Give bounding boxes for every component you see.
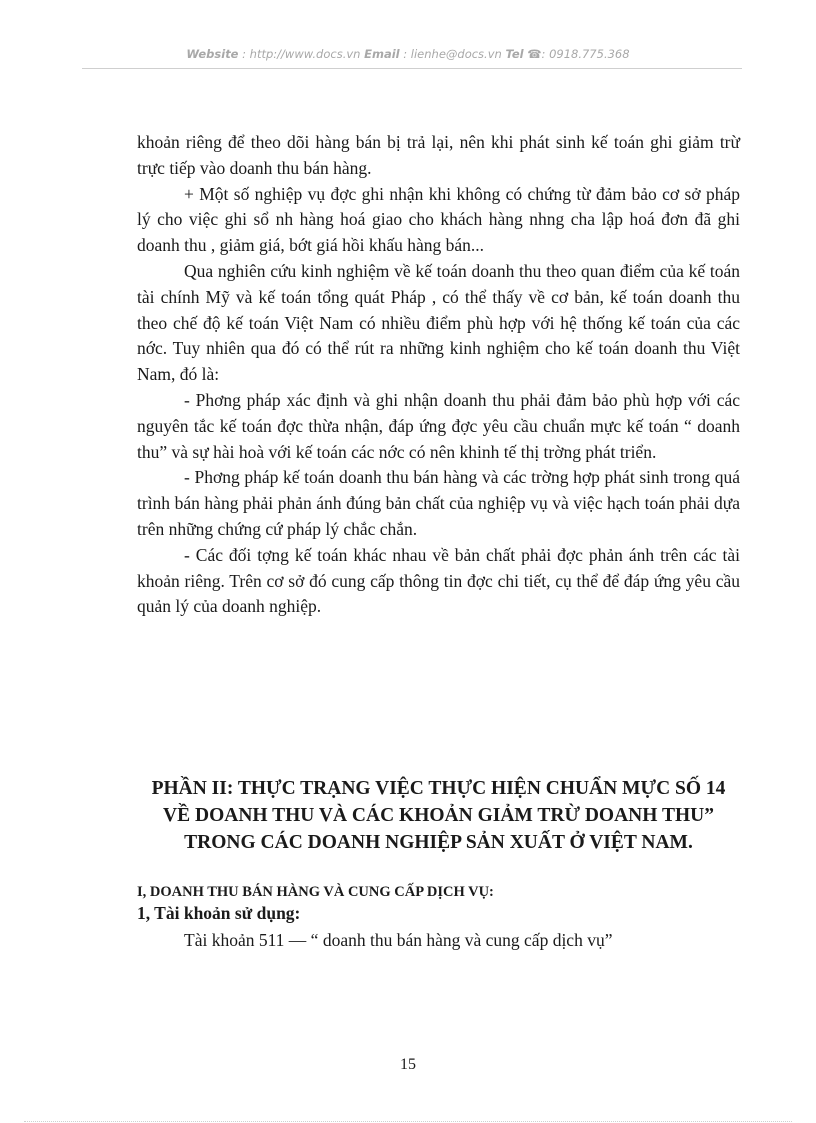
paragraph-3: Qua nghiên cứu kinh nghiệm về kế toán doanh thu theo quan điểm của kế toán tài chính Mỹ và kế toán tổng quát Pháp , có thể thấy về cơ bản, kế toán doanh thu theo chế độ kế toán Việt Nam có nhiều điểm phù hợp với hệ thống kế toán của các nớc. Tuy nhiên qua đó có thể rút ra những kinh nghiệm cho kế toán doanh thu Việt Nam, đó là: [137, 260, 740, 385]
header-email-value: : lienhe@docs.vn [399, 47, 506, 61]
section-title [110, 775, 767, 856]
section-title-line-3: TRONG CÁC DOANH NGHIỆP SẢN XUẤT Ở VIỆT NAM. [184, 832, 693, 853]
body-text [137, 130, 740, 620]
section-title-line-1: PHẦN II: THỰC TRẠNG VIỆC THỰC HIỆN CHUẨN MỰC SỐ 14 [151, 778, 726, 799]
account-line: Tài khoản 511 — “ doanh thu bán hàng và cung cấp dịch vụ” [184, 930, 613, 950]
subheading-2: 1, Tài khoản sử dụng: [137, 903, 301, 923]
page-header [0, 47, 816, 61]
header-email-label: Email [364, 47, 400, 61]
paragraph-4: - Phơng pháp xác định và ghi nhận doanh thu phải đảm bảo phù hợp với các nguyên tắc kế toán đợc thừa nhận, đáp ứng đợc yêu cầu chuẩn mực kế toán “ doanh thu” và sự hài hoà với kế toán các nớc có nên khinh tế thị trờng phát triển. [137, 389, 740, 462]
paragraph-2: + Một số nghiệp vụ đợc ghi nhận khi không có chứng từ đảm bảo cơ sở pháp lý cho việc ghi sổ nh hàng hoá giao cho khách hàng nhng cha lập hoá đơn đã ghi doanh thu , giảm giá, bớt giá hồi khấu hàng bán... [137, 183, 740, 256]
subheading-1: I, DOANH THU BÁN HÀNG VÀ CUNG CẤP DỊCH VỤ: [137, 884, 494, 900]
header-tel-label: Tel [505, 47, 524, 61]
paragraph-1: khoản riêng để theo dõi hàng bán bị trả lại, nên khi phát sinh kế toán ghi giảm trừ trực tiếp vào doanh thu bán hàng. [137, 132, 740, 178]
header-tel-value: ☎: 0918.775.368 [523, 47, 630, 61]
page-number: 15 [400, 1056, 416, 1073]
header-website-value: : http://www.docs.vn [238, 47, 365, 61]
paragraph-5: - Phơng pháp kế toán doanh thu bán hàng và các trờng hợp phát sinh trong quá trình bán hàng phải phản ánh đúng bản chất của nghiệp vụ và việc hạch toán phải dựa trên những chứng cứ pháp lý chắc chắn. [137, 467, 740, 539]
section-title-line-2: VỀ DOANH THU VÀ CÁC KHOẢN GIẢM TRỪ DOANH THU” [163, 805, 714, 826]
header-divider [82, 68, 742, 69]
paragraph-6: - Các đối tợng kế toán khác nhau về bản chất phải đợc phản ánh trên các tài khoản riêng. Trên cơ sở đó cung cấp thông tin đợc chi tiết, cụ thể để đáp ứng yêu cầu quản lý của doanh nghiệp. [137, 544, 740, 617]
header-website-label: Website [186, 47, 239, 61]
footer-divider [24, 1121, 792, 1122]
